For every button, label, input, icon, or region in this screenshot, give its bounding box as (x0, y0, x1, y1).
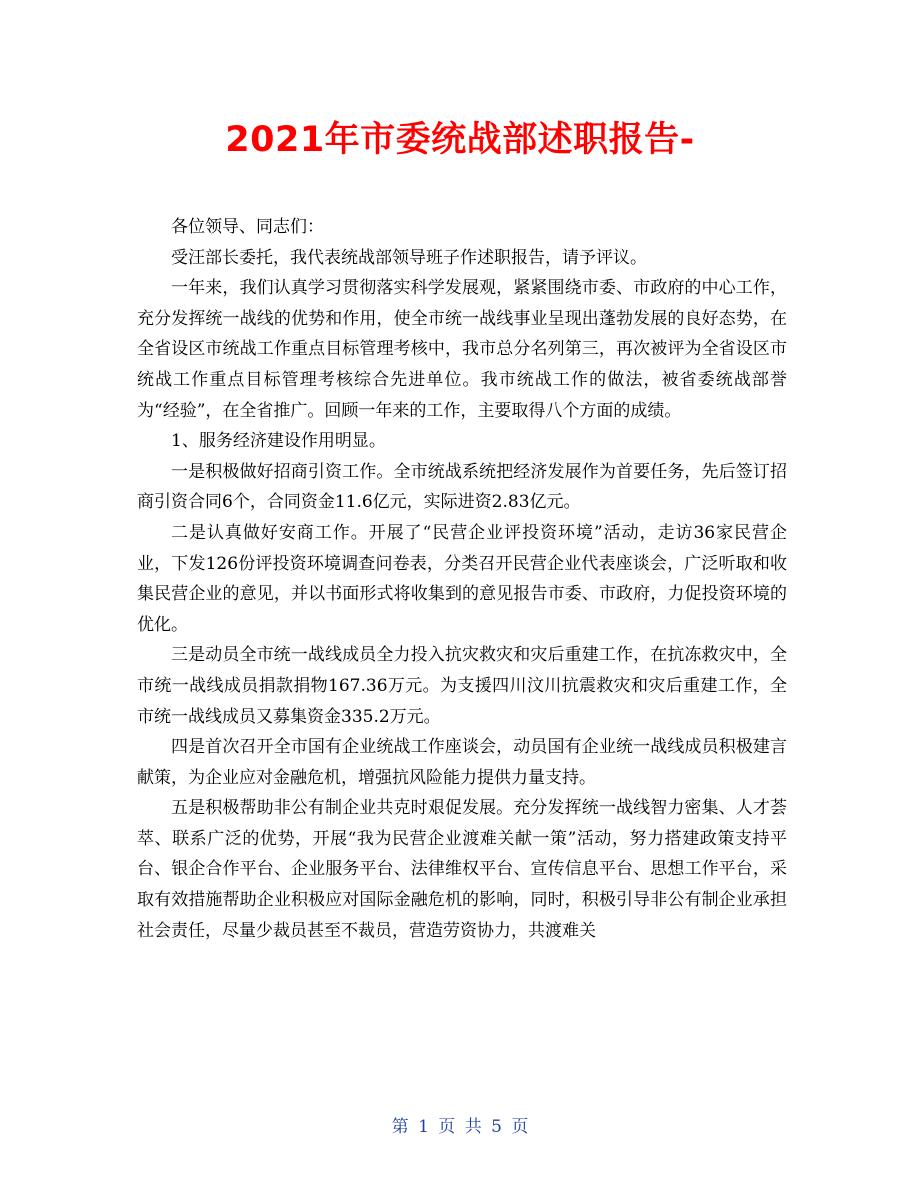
document-title: 2021年市委统战部述职报告- (225, 120, 695, 160)
paragraph: 一是积极做好招商引资工作。全市统战系统把经济发展作为首要任务，先后签订招商引资合同6个，合同资金11.6亿元，实际进资2.83亿元。 (137, 461, 787, 513)
paragraph: 二是认真做好安商工作。开展了“民营企业评投资环境”活动，走访36家民营企业，下发126份评投资环境调查问卷表，分类召开民营企业代表座谈会，广泛听取和收集民营企业的意见，并以书面形式将收集到的意见报告市委、市政府，力促投资环境的优化。 (137, 522, 787, 635)
paragraph: 四是首次召开全市国有企业统战工作座谈会，动员国有企业统一战线成员积极建言献策，为企业应对金融危机，增强抗风险能力提供力量支持。 (137, 737, 787, 788)
page-number: 第 1 页 共 5 页 (391, 1117, 529, 1137)
paragraph: 受汪部长委托，我代表统战部领导班子作述职报告，请予评议。 (171, 247, 647, 268)
document-body (137, 212, 787, 946)
paragraph: 各位领导、同志们： (171, 217, 324, 237)
paragraph: 一年来，我们认真学习贯彻落实科学发展观，紧紧围绕市委、市政府的中心工作，充分发挥统一战线的优势和作用，使全市统一战线事业呈现出蓬勃发展的良好态势，在全省设区市统战工作重点目标管理考核中，我市总分名列第三，再次被评为全省设区市统战工作重点目标管理考核综合先进单位。我市统战工作的做法，被省委统战部誉为“经验”，在全省推广。回顾一年来的工作，主要取得八个方面的成绩。 (137, 278, 787, 421)
section-heading: 1、服务经济建设作用明显。 (171, 431, 386, 452)
paragraph: 五是积极帮助非公有制企业共克时艰促发展。充分发挥统一战线智力密集、人才荟萃、联系广泛的优势，开展“我为民营企业渡难关献一策”活动，努力搭建政策支持平台、银企合作平台、企业服务平台、法律维权平台、宣传信息平台、思想工作平台，采取有效措施帮助企业积极应对国际金融危机的影响，同时，积极引导非公有制企业承担社会责任，尽量少裁员甚至不裁员，营造劳资协力，共渡难关 (137, 798, 787, 941)
paragraph: 三是动员全市统一战线成员全力投入抗灾救灾和灾后重建工作，在抗冻救灾中，全市统一战线成员捐款捐物167.36万元。为支援四川汶川抗震救灾和灾后重建工作，全市统一战线成员又募集资金335.2万元。 (137, 645, 787, 727)
